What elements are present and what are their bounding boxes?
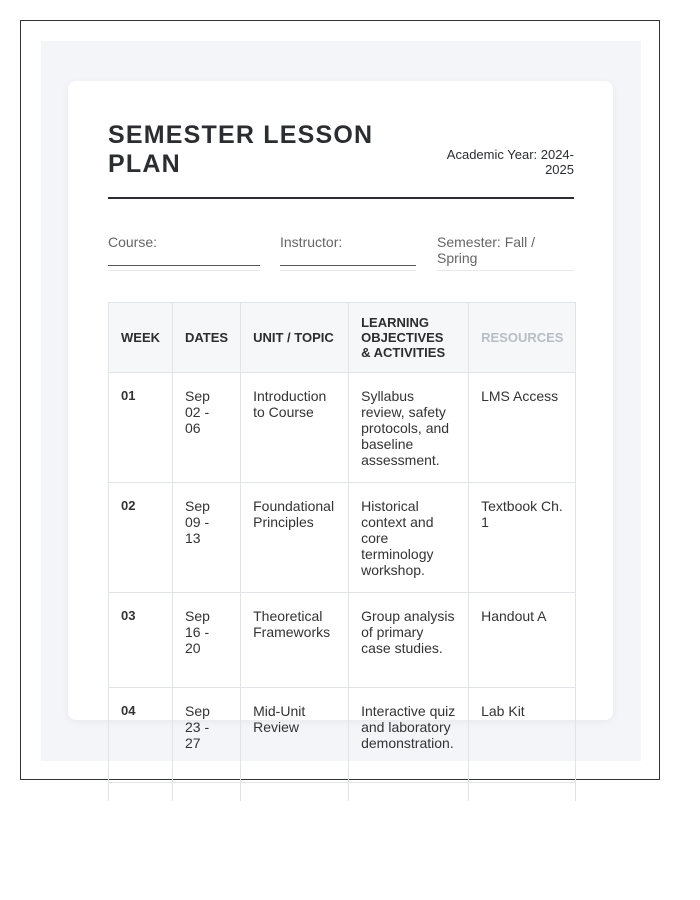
dates-cell: Sep 16 - 20 xyxy=(173,593,241,688)
semester-label: Semester: Fall / Spring xyxy=(437,234,536,266)
empty-cell xyxy=(469,783,576,802)
empty-cell xyxy=(173,783,241,802)
semester-field[interactable] xyxy=(437,234,574,266)
empty-cell xyxy=(109,783,173,802)
resources-cell: LMS Access xyxy=(469,373,576,483)
table-row xyxy=(109,483,576,593)
objectives-cell: Syllabus review, safety protocols, and baseline assessment. xyxy=(349,373,469,483)
objectives-cell: Interactive quiz and laboratory demonstration. xyxy=(349,688,469,783)
topic-cell: Foundational Principles xyxy=(241,483,349,593)
course-field[interactable] xyxy=(108,234,260,250)
dates-cell: Sep 23 - 27 xyxy=(173,688,241,783)
empty-cell xyxy=(241,783,349,802)
empty-cell xyxy=(349,783,469,802)
week-cell: 04 xyxy=(109,688,173,783)
dates-cell: Sep 02 - 06 xyxy=(173,373,241,483)
col-dates: DATES xyxy=(173,303,241,373)
objectives-cell: Historical context and core terminology workshop. xyxy=(349,483,469,593)
page-title: SEMESTER LESSON PLAN xyxy=(108,121,374,178)
topic-cell: Theoretical Frameworks xyxy=(241,593,349,688)
semester-divider xyxy=(437,270,574,271)
instructor-divider xyxy=(280,270,416,271)
table-row xyxy=(109,688,576,783)
table-header-row xyxy=(109,303,576,373)
col-week: WEEK xyxy=(109,303,173,373)
dates-cell: Sep 09 - 13 xyxy=(173,483,241,593)
header-divider xyxy=(108,197,574,199)
topic-cell: Mid-Unit Review xyxy=(241,688,349,783)
objectives-cell: Group analysis of primary case studies. xyxy=(349,593,469,688)
course-underline xyxy=(108,265,260,266)
resources-cell: Handout A xyxy=(469,593,576,688)
resources-cell: Lab Kit xyxy=(469,688,576,783)
instructor-label: Instructor: xyxy=(280,234,343,250)
academic-year: Academic Year: 2024-2025 xyxy=(446,147,574,177)
col-objectives: LEARNING OBJECTIVES & ACTIVITIES xyxy=(349,303,469,373)
week-cell: 01 xyxy=(109,373,173,483)
table-row xyxy=(109,373,576,483)
lesson-table xyxy=(108,302,576,801)
topic-cell: Introduction to Course xyxy=(241,373,349,483)
instructor-underline xyxy=(280,265,416,266)
week-cell: 02 xyxy=(109,483,173,593)
col-topic: UNIT / TOPIC xyxy=(241,303,349,373)
table-row-empty xyxy=(109,783,576,802)
instructor-field[interactable] xyxy=(280,234,416,250)
table-row xyxy=(109,593,576,688)
course-label: Course: xyxy=(108,234,158,250)
col-resources: RESOURCES xyxy=(469,303,576,373)
course-divider xyxy=(108,270,260,271)
week-cell: 03 xyxy=(109,593,173,688)
resources-cell: Textbook Ch. 1 xyxy=(469,483,576,593)
